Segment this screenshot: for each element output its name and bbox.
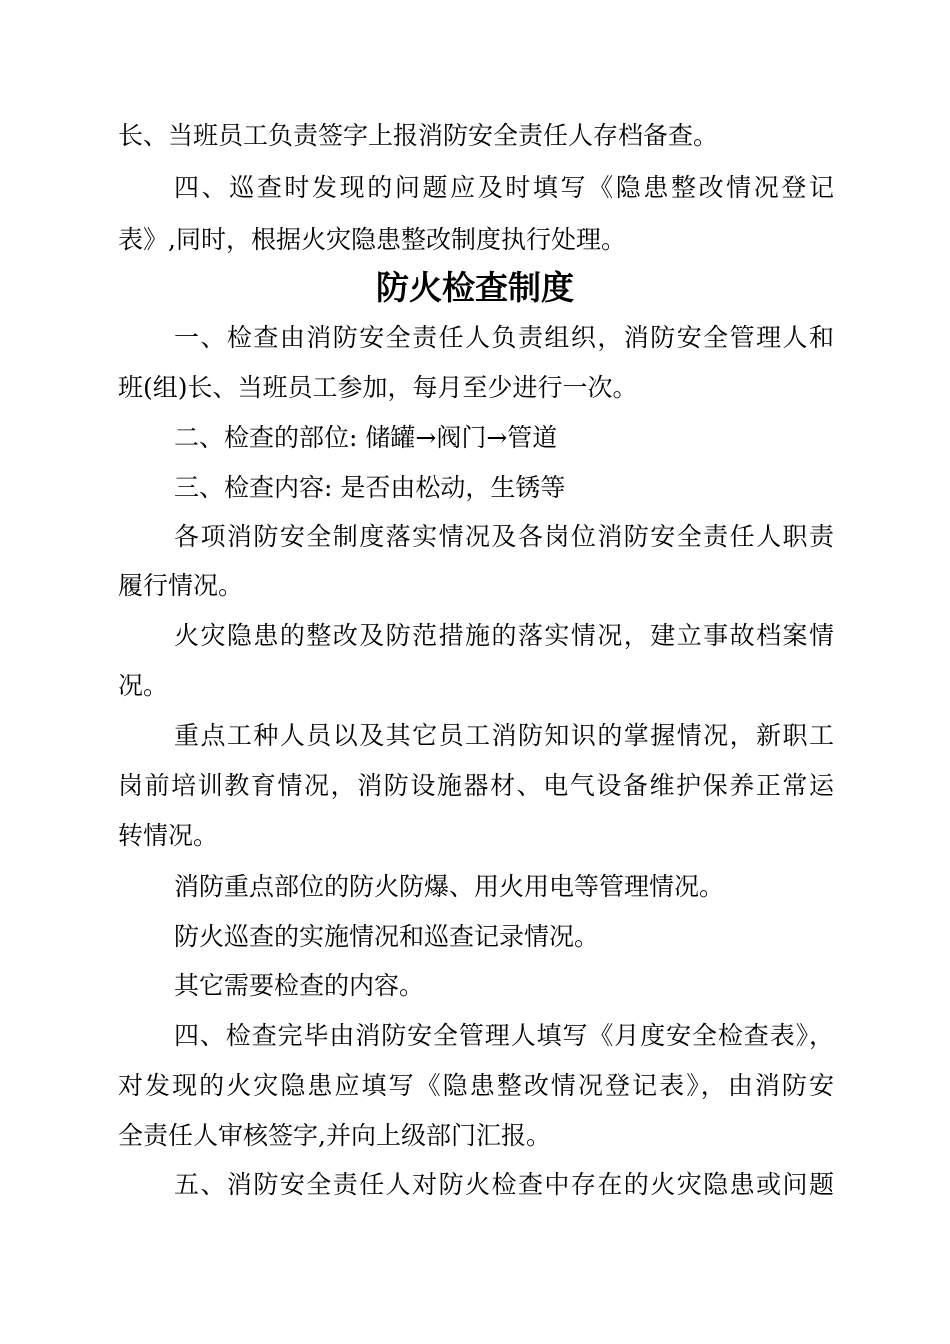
text-line: 重点工种人员以及其它员工消防知识的掌握情况，新职工 [174,721,834,750]
text-line: 四、巡查时发现的问题应及时填写《隐患整改情况登记 [174,173,834,202]
text-line: 班(组)长、当班员工参加，每月至少进行一次。 [118,373,638,402]
section-title: 防火检查制度 [376,268,574,307]
text-line: 其它需要检查的内容。 [174,971,425,1000]
text-line: 全责任人审核签字,并向上级部门汇报。 [118,1121,551,1150]
text-line: 转情况。 [118,821,219,850]
text-line: 履行情况。 [118,571,244,600]
text-line: 表》,同时，根据火灾隐患整改制度执行处理。 [118,225,626,254]
text-line: 对发现的火灾隐患应填写《隐患整改情况登记表》，由消防安 [118,1071,834,1100]
text-line: 四、检查完毕由消防安全管理人填写《月度安全检查表》， [174,1021,834,1050]
text-line: 防火巡查的实施情况和巡查记录情况。 [174,922,600,951]
text-line: 况。 [118,671,169,700]
text-line: 五、消防安全责任人对防火检查中存在的火灾隐患或问题 [174,1170,834,1199]
text-line: 消防重点部位的防火防爆、用火用电等管理情况。 [174,872,725,901]
text-line: 二、检查的部位: 储罐→阀门→管道 [174,423,558,452]
text-line: 一、检查由消防安全责任人负责组织，消防安全管理人和 [174,323,834,352]
text-line: 长、当班员工负责签字上报消防安全责任人存档备查。 [118,121,719,150]
text-line: 岗前培训教育情况，消防设施器材、电气设备维护保养正常运 [118,771,834,800]
text-line: 火灾隐患的整改及防范措施的落实情况，建立事故档案情 [174,621,834,650]
text-line: 各项消防安全制度落实情况及各岗位消防安全责任人职责 [174,522,834,551]
text-line: 三、检查内容: 是否由松动，生锈等 [174,473,566,502]
